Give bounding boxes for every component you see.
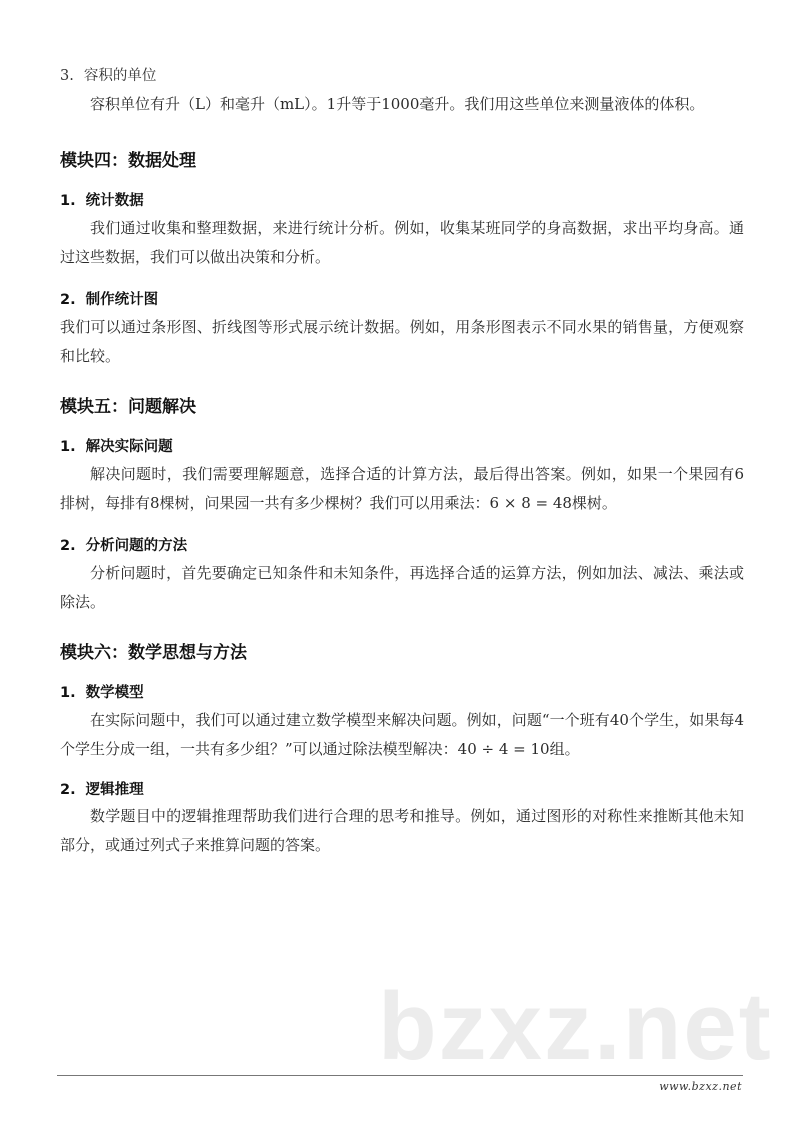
paragraph-charts: 我们可以通过条形图、折线图等形式展示统计数据。例如，用条形图表示不同水果的销售量，方便观察和比较。 xyxy=(60,318,744,365)
module5-section1-heading xyxy=(60,435,173,456)
section-number: 1. xyxy=(60,193,76,209)
section-number: 3. xyxy=(60,68,74,84)
module4-section1-heading xyxy=(60,189,144,210)
paragraph-volume-units: 容积单位有升（L）和毫升（mL）。1升等于1000毫升。我们用这些单位来测量液体的体积。 xyxy=(90,95,705,113)
section-title: 容积的单位 xyxy=(83,68,157,84)
paragraph-solve-problems: 解决问题时，我们需要理解题意，选择合适的计算方法，最后得出答案。例如，如果一个果园有6排树，每排有8棵树，问果园一共有多少棵树？我们可以用乘法：6 × 8 = 48棵树。 xyxy=(60,465,744,512)
module5-section2-heading xyxy=(60,534,187,555)
section-number: 1. xyxy=(60,685,76,701)
section-title: 逻辑推理 xyxy=(85,782,144,798)
section-title: 分析问题的方法 xyxy=(85,538,188,554)
watermark-text: bzxz.net xyxy=(378,973,773,1080)
paragraph-analysis-methods: 分析问题时，首先要确定已知条件和未知条件，再选择合适的运算方法，例如加法、减法、乘法或除法。 xyxy=(60,564,744,611)
section-title: 统计数据 xyxy=(85,193,144,209)
section-number: 2. xyxy=(60,782,76,798)
module5-heading: 模块五：问题解决 xyxy=(60,397,196,417)
paragraph-statistics: 我们通过收集和整理数据，来进行统计分析。例如，收集某班同学的身高数据，求出平均身高。通过这些数据，我们可以做出决策和分析。 xyxy=(60,219,744,266)
paragraph-math-models: 在实际问题中，我们可以通过建立数学模型来解决问题。例如，问题“一个班有40个学生，如果每4个学生分成一组，一共有多少组？”可以通过除法模型解决：40 ÷ 4 = 10组。 xyxy=(60,711,744,758)
module4-heading: 模块四：数据处理 xyxy=(60,151,196,171)
section-volume-units-title xyxy=(60,64,156,85)
section-title: 解决实际问题 xyxy=(85,439,173,455)
section-title: 数学模型 xyxy=(85,685,144,701)
module6-section1-heading xyxy=(60,681,144,702)
footer-url: www.bzxz.net xyxy=(659,1080,742,1093)
section-title: 制作统计图 xyxy=(85,292,159,308)
section-number: 1. xyxy=(60,439,76,455)
module6-heading: 模块六：数学思想与方法 xyxy=(60,643,247,663)
footer-divider xyxy=(57,1075,743,1076)
module4-section2-heading xyxy=(60,288,158,309)
section-number: 2. xyxy=(60,292,76,308)
paragraph-logical-reasoning: 数学题目中的逻辑推理帮助我们进行合理的思考和推导。例如，通过图形的对称性来推断其他未知部分，或通过列式子来推算问题的答案。 xyxy=(60,807,744,854)
section-number: 2. xyxy=(60,538,76,554)
module6-section2-heading xyxy=(60,778,144,799)
